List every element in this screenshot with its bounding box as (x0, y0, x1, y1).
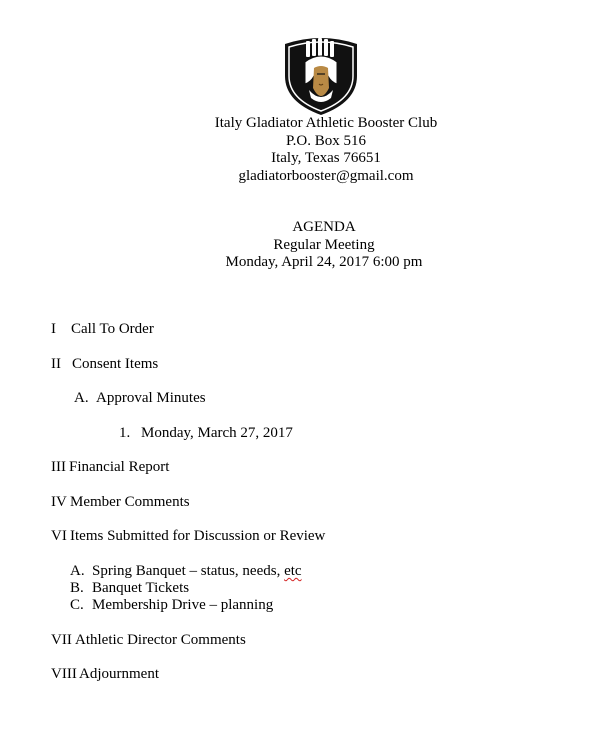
agenda-item-financial-report (51, 459, 169, 476)
item-numeral: III (51, 459, 66, 475)
item-numeral: II (51, 356, 61, 372)
po-box: P.O. Box 516 (285, 132, 367, 149)
item-label: Adjournment (79, 666, 159, 682)
agenda-item-athletic-director (51, 632, 246, 649)
agenda-item-call-to-order (51, 321, 154, 338)
agenda-subitem-minutes-date (119, 425, 293, 442)
item-numeral: IV (51, 494, 67, 510)
item-marker: C. (70, 597, 84, 613)
item-numeral: VI (51, 528, 67, 544)
item-label: Items Submitted for Discussion or Review (70, 528, 326, 544)
item-label: Call To Order (71, 321, 154, 337)
city-state-zip: Italy, Texas 76651 (271, 150, 381, 166)
item-marker: 1. (119, 425, 131, 441)
item-label: Financial Report (69, 459, 170, 475)
item-label: Member Comments (70, 494, 190, 510)
item-numeral: VII (51, 632, 72, 648)
item-label: Consent Items (72, 356, 159, 372)
gladiator-helmet-shield-icon (281, 32, 361, 116)
organization-name: Italy Gladiator Athletic Booster Club (214, 115, 438, 131)
spelling-flagged-word: etc (284, 563, 302, 579)
item-label: Monday, March 27, 2017 (141, 425, 293, 441)
item-label: Banquet Tickets (92, 580, 190, 596)
item-label: Athletic Director Comments (75, 632, 246, 648)
agenda-item-adjournment (51, 666, 159, 683)
item-numeral: I (51, 321, 56, 337)
item-marker: A. (70, 563, 85, 579)
item-marker: A. (74, 390, 89, 406)
item-label: Membership Drive – planning (92, 597, 274, 613)
agenda-item-consent-items (51, 356, 158, 373)
agenda-header (20, 219, 608, 272)
agenda-title: AGENDA (292, 219, 356, 235)
agenda-subitem-spring-banquet (70, 563, 302, 580)
meeting-type: Regular Meeting (273, 236, 375, 253)
agenda-subitem-banquet-tickets (70, 580, 189, 597)
agenda-subitem-membership-drive (70, 597, 273, 614)
item-marker: B. (70, 580, 84, 596)
item-label: Approval Minutes (96, 390, 206, 406)
item-label: Spring Banquet – status, needs, (92, 563, 285, 579)
logo (281, 32, 361, 116)
email: gladiatorbooster@gmail.com (238, 167, 414, 184)
agenda-subitem-approval-minutes (74, 390, 206, 407)
agenda-item-member-comments (51, 494, 190, 511)
meeting-datetime: Monday, April 24, 2017 6:00 pm (225, 254, 423, 270)
organization-header (22, 115, 608, 185)
agenda-item-discussion-review (51, 528, 325, 545)
item-numeral: VIII (51, 666, 77, 682)
